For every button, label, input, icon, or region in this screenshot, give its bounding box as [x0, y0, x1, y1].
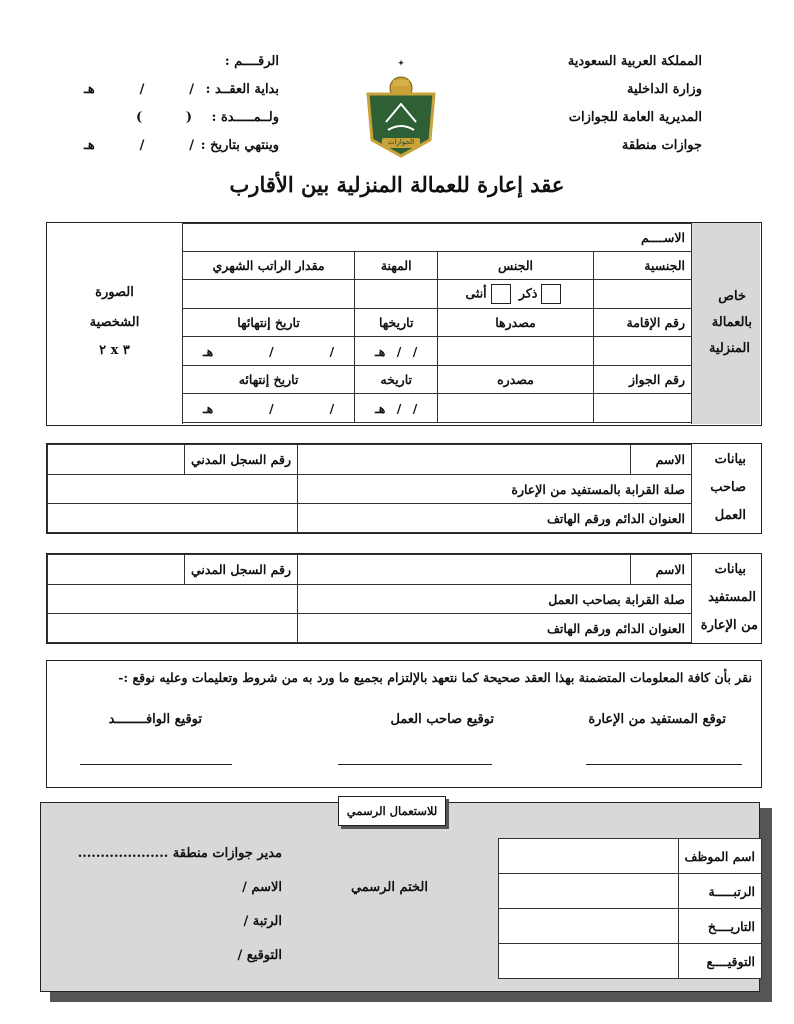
employer-address-label: العنوان الدائم ورقم الهاتف — [298, 504, 692, 533]
beneficiary-civil-label: رقم السجل المدني — [185, 555, 298, 585]
iqama-end-field[interactable]: / / هـ — [183, 337, 355, 366]
page-title: عقد إعارة للعمالة المنزلية بين الأقارب — [229, 172, 565, 197]
emblem-label: الجوازات — [387, 138, 415, 146]
beneficiary-civil-field[interactable] — [48, 555, 185, 585]
iqama-date-field[interactable]: / / هـ — [355, 337, 438, 366]
employee-rank-field[interactable] — [499, 874, 679, 909]
passport-date-field[interactable]: / / هـ — [355, 394, 438, 423]
director-label: مدير جوازات منطقة .................... — [77, 846, 282, 861]
passport-end-field[interactable]: / / هـ — [183, 394, 355, 423]
iqama-end-label: تاريخ إنتهائها — [183, 309, 355, 337]
employer-name-field[interactable] — [298, 445, 631, 475]
passport-date-label: تاريخه — [355, 366, 438, 394]
profession-label: المهنة — [355, 252, 438, 280]
director-rank-label: الرتبة / — [243, 914, 282, 929]
iqama-date-label: تاريخها — [355, 309, 438, 337]
beneficiary-section-side: بيانات المستفيد من الإعارة — [691, 554, 760, 643]
iqama-source-label: مصدرها — [438, 309, 593, 337]
director-signature-label: التوقيع / — [237, 948, 282, 963]
employer-signature-line[interactable] — [338, 764, 492, 765]
salary-label: مقدار الراتب الشهري — [183, 252, 355, 280]
gender-label: الجنس — [438, 252, 593, 280]
passport-end-label: تاريخ إنتهائه — [183, 366, 355, 394]
gender-field: ذكر أنثى — [438, 280, 593, 309]
official-table — [498, 838, 762, 979]
svg-text:✦: ✦ — [397, 59, 405, 69]
employee-name-field[interactable] — [499, 839, 679, 874]
passport-field[interactable] — [593, 394, 691, 423]
passports-emblem — [360, 52, 442, 162]
iqama-field[interactable] — [593, 337, 691, 366]
employer-civil-label: رقم السجل المدني — [185, 445, 298, 475]
salary-field[interactable] — [183, 280, 355, 309]
beneficiary-relation-label: صلة القرابة بصاحب العمل — [298, 585, 692, 614]
header-kingdom: المملكة العربية السعودية — [567, 54, 702, 69]
iqama-source-field[interactable] — [438, 337, 593, 366]
passport-label: رقم الجواز — [593, 366, 691, 394]
header-region: جوازات منطقة — [621, 138, 702, 153]
employer-signature-label: توقيع صاحب العمل — [390, 712, 494, 727]
header-ministry: وزارة الداخلية — [626, 82, 702, 97]
contract-duration-label: ولــمـــــدة : — [211, 110, 279, 125]
official-stamp-label: الختم الرسمي — [350, 880, 428, 895]
beneficiary-signature-line[interactable] — [586, 764, 742, 765]
contract-end-label: وينتهي بتاريخ : — [200, 138, 279, 153]
beneficiary-relation-field[interactable] — [48, 585, 298, 614]
employer-address-field[interactable] — [48, 504, 298, 533]
employer-civil-field[interactable] — [48, 445, 185, 475]
contract-start-label: بداية العقــد : — [205, 82, 279, 97]
declaration-text: نقر بأن كافة المعلومات المتضمنة بهذا العقد صحيحة كما نتعهد بالإلتزام بجميع ما ورد به من شروط وتعليمات وعليه نوقع :- — [118, 670, 752, 685]
official-date-label: التاريــــخ — [678, 909, 761, 944]
official-date-field[interactable] — [499, 909, 679, 944]
employee-signature-label: التوقيــــع — [678, 944, 761, 979]
employer-relation-label: صلة القرابة بالمستفيد من الإعارة — [298, 475, 692, 504]
passport-source-label: مصدره — [438, 366, 593, 394]
contract-duration-value[interactable]: ( ) — [136, 110, 192, 125]
worker-section-side: خاص بالعمالة المنزلية — [691, 223, 760, 424]
nationality-field[interactable] — [593, 280, 691, 309]
worker-signature-label: توقيع الوافــــــــد — [108, 712, 202, 727]
worker-table — [182, 223, 692, 423]
employer-section-side: بيانات صاحب العمل — [691, 444, 760, 533]
employer-table — [47, 444, 692, 533]
nationality-label: الجنسية — [593, 252, 691, 280]
contract-end-date[interactable]: / / هـ — [84, 138, 194, 153]
header-directorate: المديرية العامة للجوازات — [568, 110, 702, 125]
beneficiary-table — [47, 554, 692, 643]
iqama-label: رقم الإقامة — [593, 309, 691, 337]
worker-signature-line[interactable] — [80, 764, 232, 765]
employee-signature-field[interactable] — [499, 944, 679, 979]
profession-field[interactable] — [355, 280, 438, 309]
worker-name-field[interactable]: الاســــم — [183, 224, 692, 252]
employer-name-label: الاسم — [631, 445, 692, 475]
passport-source-field[interactable] — [438, 394, 593, 423]
beneficiary-address-field[interactable] — [48, 614, 298, 643]
beneficiary-address-label: العنوان الدائم ورقم الهاتف — [298, 614, 692, 643]
male-checkbox[interactable] — [541, 284, 561, 304]
contract-start-date[interactable]: / / هـ — [84, 82, 194, 97]
official-use-tab: للاستعمال الرسمي — [338, 796, 446, 826]
director-name-label: الاسم / — [242, 880, 282, 895]
employee-rank-label: الرتبـــــة — [678, 874, 761, 909]
photo-box[interactable]: الصورة الشخصية ٣ x ٢ — [47, 223, 183, 424]
beneficiary-name-field[interactable] — [298, 555, 631, 585]
employee-name-label: اسم الموظف — [678, 839, 761, 874]
female-checkbox[interactable] — [491, 284, 511, 304]
beneficiary-name-label: الاسم — [631, 555, 692, 585]
contract-number-label: الرقــــم : — [224, 54, 279, 69]
beneficiary-signature-label: توقع المستفيد من الإعارة — [588, 712, 726, 727]
employer-relation-field[interactable] — [48, 475, 298, 504]
